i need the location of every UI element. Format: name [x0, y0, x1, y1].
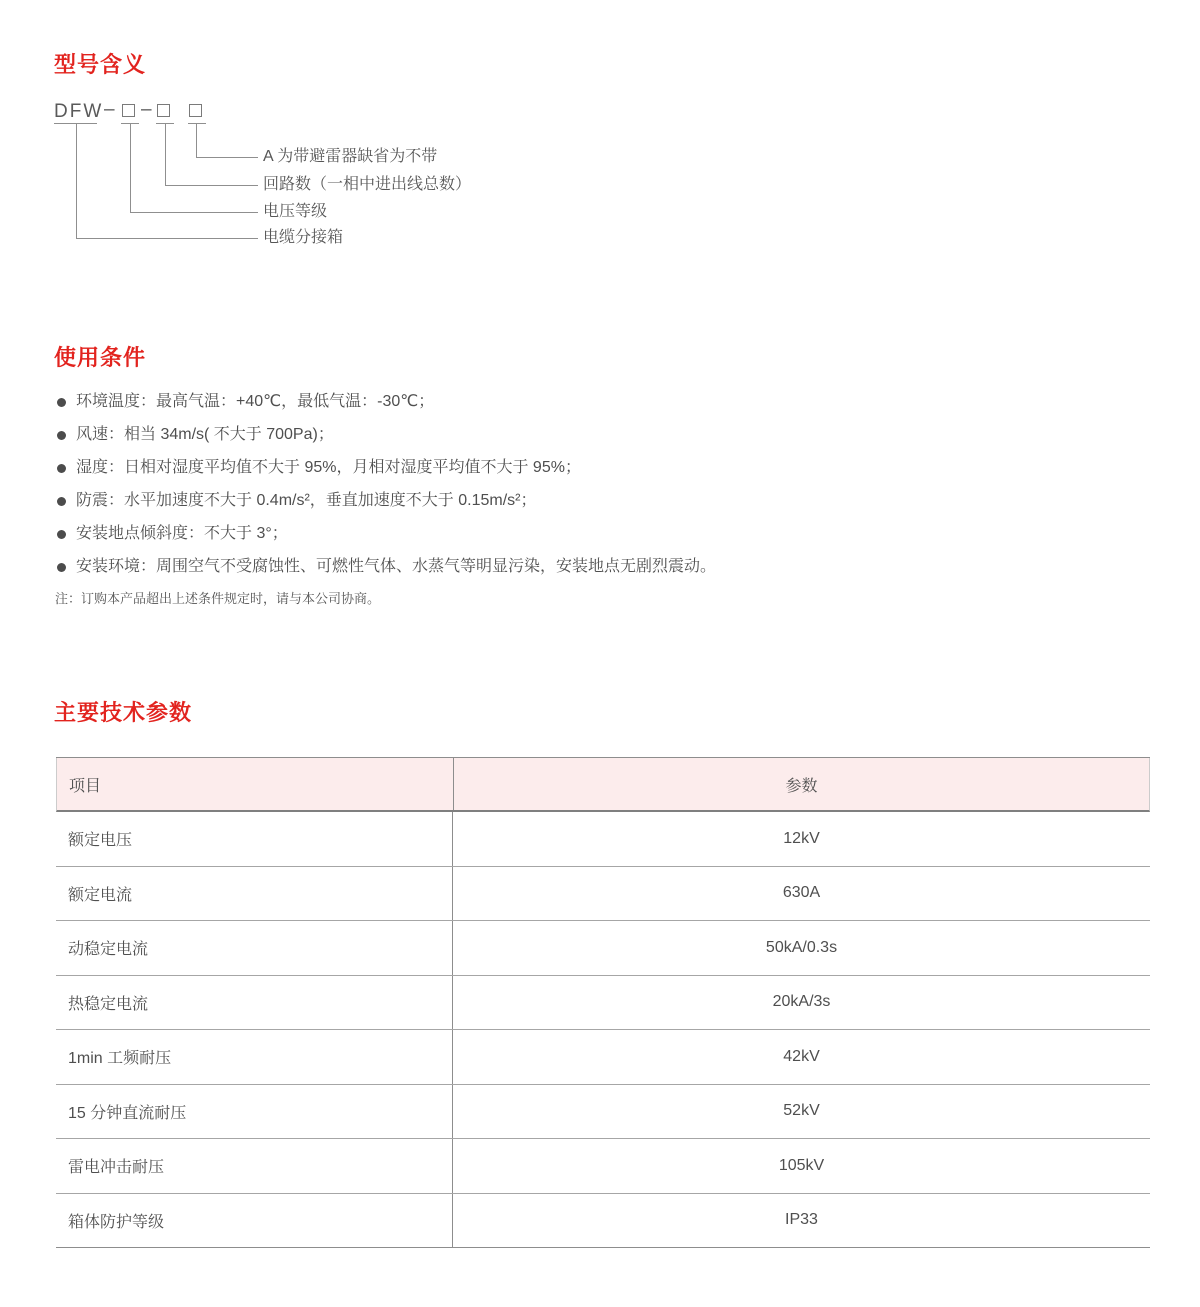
condition-item — [55, 458, 1150, 478]
table-row — [56, 921, 1150, 976]
model-part-label: 电缆分接箱 — [263, 229, 344, 246]
param-value: 52kV — [783, 1102, 820, 1120]
table-header-param: 参数 — [785, 777, 818, 795]
bullet-icon — [57, 563, 66, 572]
model-dash: – — [104, 99, 115, 120]
params-table — [56, 757, 1150, 1248]
model-prefix: DFW — [54, 101, 104, 122]
model-part-label: 电压等级 — [263, 203, 328, 220]
condition-item — [55, 392, 1150, 412]
condition-item — [55, 491, 1150, 511]
param-value: 12kV — [783, 829, 820, 847]
table-header-row — [56, 758, 1150, 812]
condition-text: 防震：水平加速度不大于 0.4m/s²，垂直加速度不大于 0.15m/s²； — [76, 492, 537, 509]
model-part-label: 回路数（一相中进出线总数） — [263, 176, 472, 193]
condition-text: 湿度：日相对湿度平均值不大于 95%，月相对湿度平均值不大于 95%； — [76, 459, 581, 476]
param-name: 1min 工频耐压 — [56, 1030, 453, 1084]
section-title-usage-conditions: 使用条件 — [54, 345, 147, 370]
condition-text: 安装地点倾斜度：不大于 3°； — [76, 525, 288, 542]
connector-line — [76, 123, 258, 239]
condition-item — [55, 425, 1150, 445]
table-header-item: 项目 — [57, 758, 454, 810]
conditions-list — [55, 392, 1150, 607]
table-row — [56, 867, 1150, 922]
bullet-icon — [57, 398, 66, 407]
model-placeholder-box — [189, 104, 202, 117]
param-value: 105kV — [778, 1156, 825, 1174]
conditions-note: 注：订购本产品超出上述条件规定时，请与本公司协商。 — [55, 591, 381, 606]
model-dash: – — [141, 99, 152, 120]
param-value: 50kA/0.3s — [765, 938, 838, 956]
bullet-icon — [57, 530, 66, 539]
table-row — [56, 1030, 1150, 1085]
model-part-label: A 为带避雷器缺省为不带 — [263, 148, 438, 165]
bullet-icon — [57, 464, 66, 473]
section-title-model-meaning: 型号含义 — [54, 52, 147, 77]
table-row — [56, 812, 1150, 867]
bullet-icon — [57, 497, 66, 506]
table-row — [56, 976, 1150, 1031]
param-name: 雷电冲击耐压 — [56, 1139, 453, 1193]
table-row — [56, 1139, 1150, 1194]
condition-text: 风速：相当 34m/s( 不大于 700Pa)； — [76, 426, 334, 443]
model-placeholder-box — [157, 104, 170, 117]
condition-item — [55, 557, 1150, 577]
condition-text: 安装环境：周围空气不受腐蚀性、可燃性气体、水蒸气等明显污染，安装地点无剧烈震动。 — [76, 558, 717, 575]
bullet-icon — [57, 431, 66, 440]
condition-item — [55, 524, 1150, 544]
table-row — [56, 1194, 1150, 1249]
param-name: 15 分钟直流耐压 — [56, 1085, 453, 1139]
condition-text: 环境温度：最高气温：+40℃，最低气温：-30℃； — [76, 393, 435, 410]
param-name: 热稳定电流 — [56, 976, 453, 1030]
param-value: 630A — [782, 884, 821, 902]
param-value: 20kA/3s — [772, 993, 831, 1011]
param-name: 额定电压 — [56, 812, 453, 866]
section-title-main-parameters: 主要技术参数 — [54, 700, 193, 725]
param-name: 额定电流 — [56, 867, 453, 921]
param-value: IP33 — [785, 1211, 818, 1229]
model-placeholder-box — [122, 104, 135, 117]
param-name: 箱体防护等级 — [56, 1194, 453, 1248]
param-name: 动稳定电流 — [56, 921, 453, 975]
table-row — [56, 1085, 1150, 1140]
param-value: 42kV — [783, 1047, 820, 1065]
